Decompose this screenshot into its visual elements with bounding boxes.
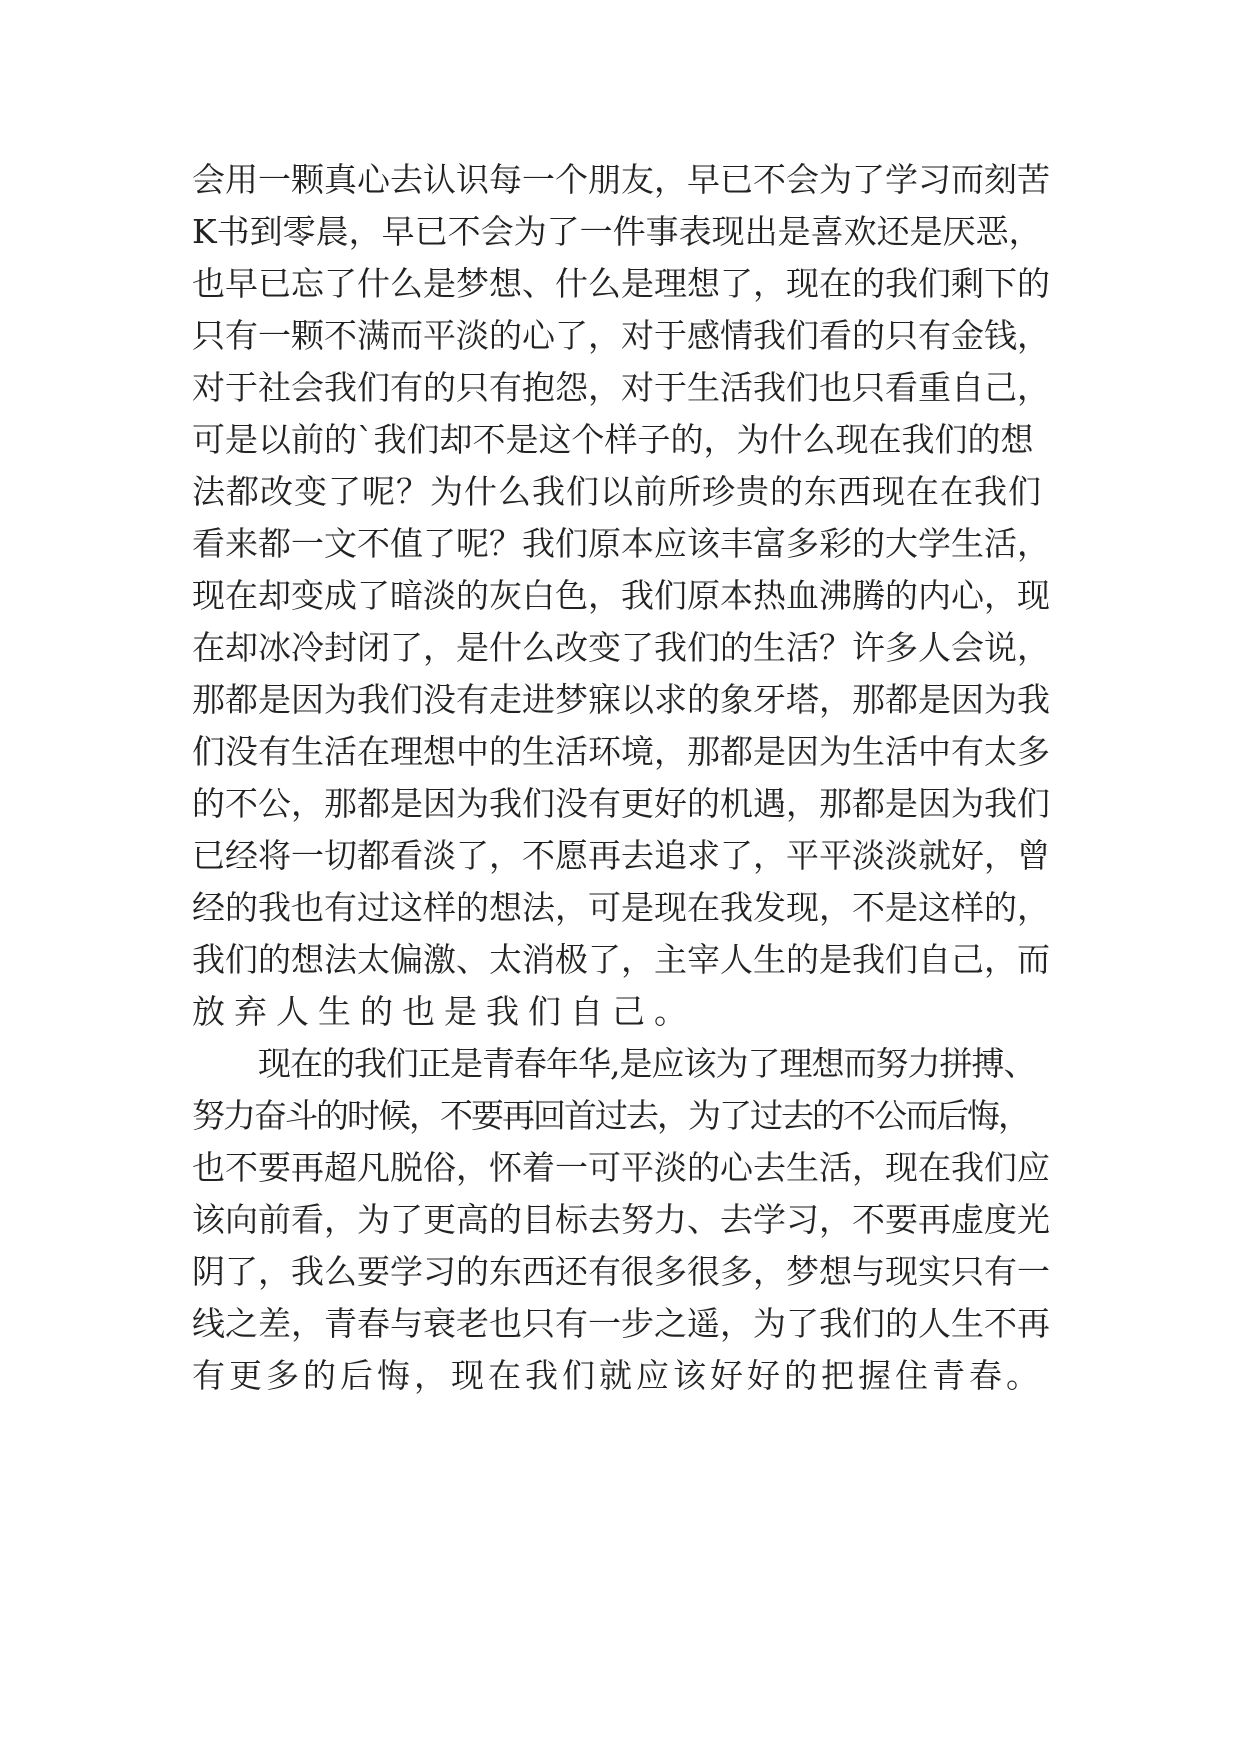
text-line: 只有一颗不满而平淡的心了，对于感情我们看的只有金钱， [192,316,1050,355]
text-line: 放弃人生的也是我们自己。 [192,992,696,1031]
text-line: 线之差，青春与衰老也只有一步之遥，为了我们的人生不再 [192,1304,1050,1343]
text-line: 阴了，我么要学习的东西还有很多很多，梦想与现实只有一 [192,1252,1050,1291]
text-line: 看来都一文不值了呢？我们原本应该丰富多彩的大学生活， [192,524,1050,563]
text-line: 在却冰冷封闭了，是什么改变了我们的生活？许多人会说， [192,628,1050,667]
text-line: 现在却变成了暗淡的灰白色，我们原本热血沸腾的内心，现 [192,576,1050,615]
text-line: K书到零晨，早已不会为了一件事表现出是喜欢还是厌恶， [192,212,1042,251]
text-line: 已经将一切都看淡了，不愿再去追求了，平平淡淡就好，曾 [192,836,1050,875]
text-line: 对于社会我们有的只有抱怨，对于生活我们也只看重自己， [192,368,1050,407]
text-line: 也早已忘了什么是梦想、什么是理想了，现在的我们剩下的 [192,264,1050,303]
text-line: 会用一颗真心去认识每一个朋友，早已不会为了学习而刻苦 [192,160,1050,199]
text-line: 那都是因为我们没有走进梦寐以求的象牙塔，那都是因为我 [192,680,1050,719]
text-line: 的不公，那都是因为我们没有更好的机遇，那都是因为我们 [192,784,1050,823]
text-line: 努力奋斗的时候，不要再回首过去，为了过去的不公而后悔， [192,1096,1029,1135]
text-line: 该向前看，为了更高的目标去努力、去学习，不要再虚度光 [192,1200,1050,1239]
paragraph-start-line: 现在的我们正是青春年华,是应该为了理想而努力拼搏、 [258,1044,1036,1083]
text-line: 有更多的后悔，现在我们就应该好好的把握住青春。 [192,1356,1043,1395]
text-line: 法都改变了呢？为什么我们以前所珍贵的东西现在在我们 [192,472,1042,511]
text-line: 经的我也有过这样的想法，可是现在我发现，不是这样的， [192,888,1050,927]
text-line: 们没有生活在理想中的生活环境，那都是因为生活中有太多 [192,732,1050,771]
text-line: 也不要再超凡脱俗，怀着一可平淡的心去生活，现在我们应 [192,1148,1050,1187]
text-line: 我们的想法太偏激、太消极了，主宰人生的是我们自己，而 [192,940,1050,979]
text-line: 可是以前的`我们却不是这个样子的，为什么现在我们的想 [192,420,1034,459]
